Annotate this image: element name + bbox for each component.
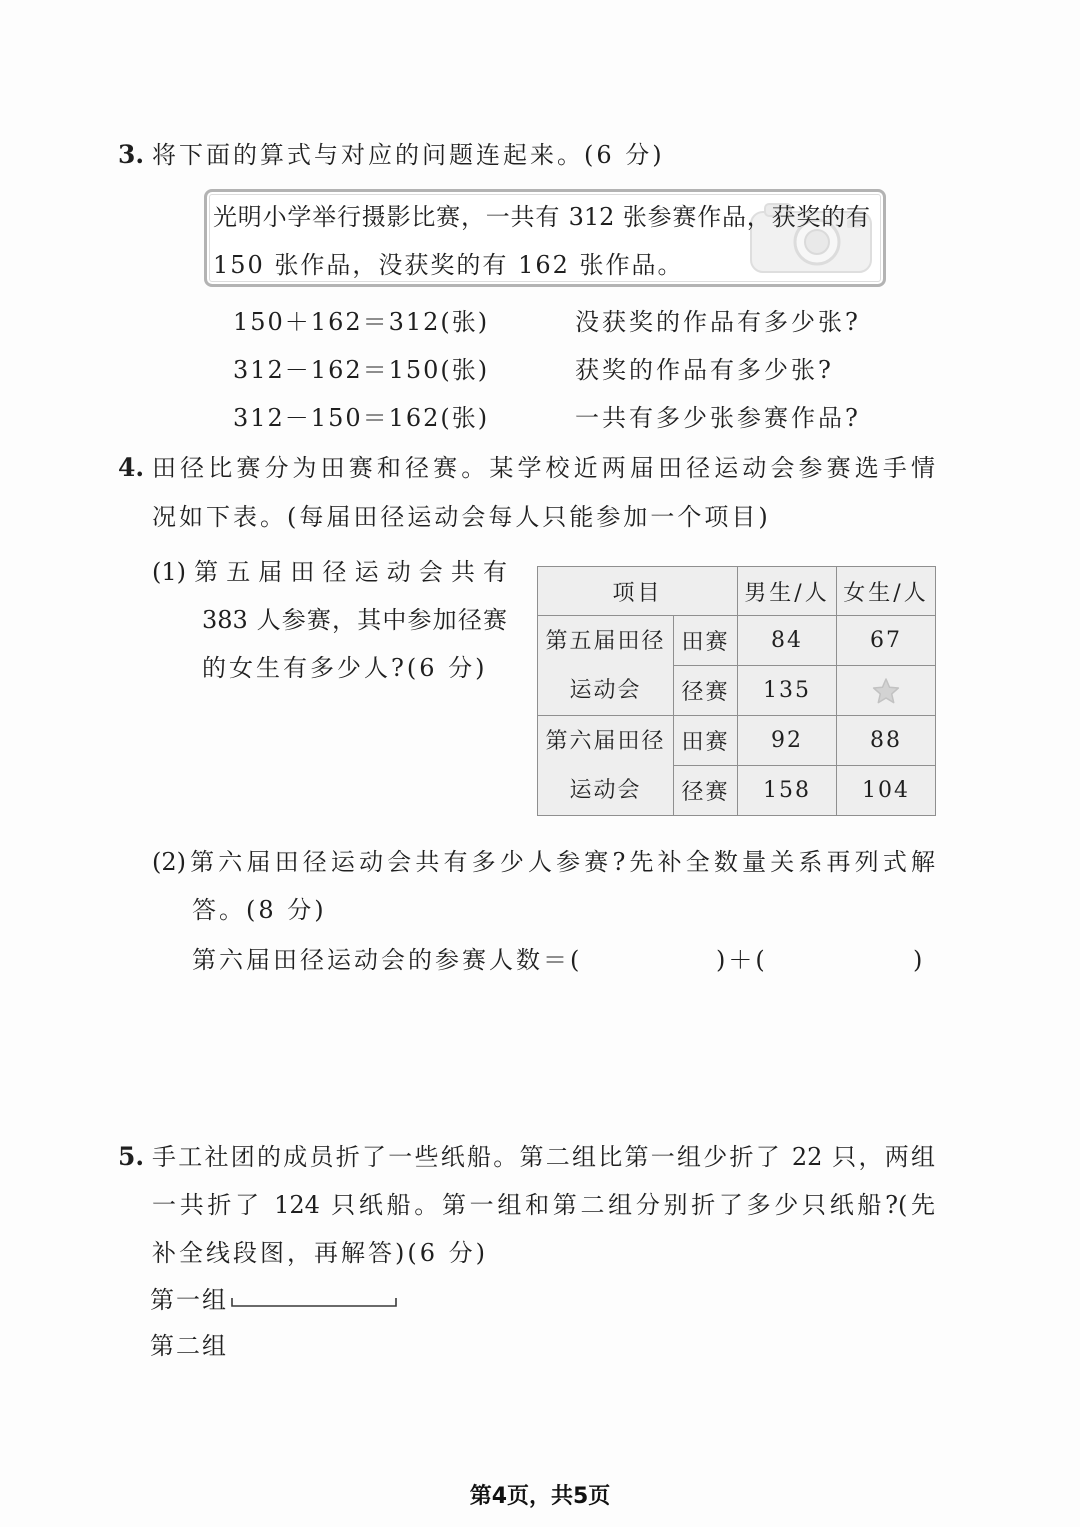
equation-3: 312－150＝162(张)	[233, 404, 490, 432]
table-row	[538, 716, 936, 766]
line-segment-diagram	[230, 1293, 400, 1309]
story-line-1: 光明小学举行摄影比赛，一共有 312 张参赛作品，获奖的有	[213, 203, 870, 231]
boys-cell: 135	[738, 666, 837, 716]
q5-prompt-line-1: 手工社团的成员折了一些纸船。第二组比第一组少折了 22 只，两组	[152, 1143, 935, 1171]
q4-part2-line-2: 答。(8 分)	[192, 896, 327, 924]
q5-number: 5.	[118, 1142, 145, 1171]
group-name-line: 第六届田径	[545, 728, 666, 754]
participants-table	[537, 566, 936, 816]
group-name-line: 运动会	[569, 777, 642, 803]
question-1: 没获奖的作品有多少张?	[575, 308, 861, 336]
header-item: 项目	[538, 567, 738, 616]
q4-part1-line-1: (1)第五届田径运动会共有	[152, 558, 507, 586]
q4-part1-line-3: 的女生有多少人?(6 分)	[202, 654, 488, 682]
q4-part2-line-1: (2)第六届田径运动会共有多少人参赛?先补全数量关系再列式解	[152, 848, 935, 876]
relation-lead: 第六届田径运动会的参赛人数＝(	[192, 946, 583, 974]
question-3: 一共有多少张参赛作品?	[575, 404, 861, 432]
group-name-cell	[538, 716, 674, 816]
q4-number: 4.	[118, 453, 145, 482]
girls-cell-unknown	[837, 666, 936, 716]
question-2: 获奖的作品有多少张?	[575, 356, 834, 384]
header-boys: 男生/人	[738, 567, 837, 616]
group-two-label: 第二组	[150, 1332, 228, 1360]
equation-1: 150＋162＝312(张)	[233, 308, 490, 336]
boys-cell: 92	[738, 716, 837, 766]
q3-prompt: 将下面的算式与对应的问题连起来。(6 分)	[152, 141, 665, 169]
table-row	[538, 616, 936, 666]
q4-part1-line-2: 383 人参赛，其中参加径赛	[202, 606, 507, 634]
girls-cell: 104	[837, 766, 936, 816]
table-header-row	[538, 567, 936, 616]
q3-number: 3.	[118, 140, 145, 169]
girls-cell: 88	[837, 716, 936, 766]
header-girls: 女生/人	[837, 567, 936, 616]
group-name-line: 第五届田径	[545, 628, 666, 654]
girls-cell: 67	[837, 616, 936, 666]
group-name-cell	[538, 616, 674, 716]
boys-cell: 158	[738, 766, 837, 816]
relation-mid: )＋(	[716, 946, 768, 974]
q4-intro-line-1: 田径比赛分为田赛和径赛。某学校近两届田径运动会参赛选手情	[152, 454, 935, 482]
q5-prompt-line-2: 一共折了 124 只纸船。第一组和第二组分别折了多少只纸船?(先	[152, 1191, 935, 1219]
group-one-label: 第一组	[150, 1286, 228, 1314]
event-cell: 径赛	[674, 666, 738, 716]
q4-intro-line-2: 况如下表。(每届田径运动会每人只能参加一个项目)	[152, 503, 771, 531]
group-name-line: 运动会	[569, 677, 642, 703]
page-number: 第4页，共5页	[469, 1484, 611, 1509]
event-cell: 径赛	[674, 766, 738, 816]
q5-prompt-line-3: 补全线段图，再解答)(6 分)	[152, 1239, 488, 1267]
event-cell: 田赛	[674, 616, 738, 666]
event-cell: 田赛	[674, 716, 738, 766]
star-icon	[872, 677, 900, 705]
equation-2: 312－162＝150(张)	[233, 356, 490, 384]
story-line-2: 150 张作品，没获奖的有 162 张作品。	[213, 251, 684, 279]
relation-end: )	[913, 946, 926, 974]
boys-cell: 84	[738, 616, 837, 666]
